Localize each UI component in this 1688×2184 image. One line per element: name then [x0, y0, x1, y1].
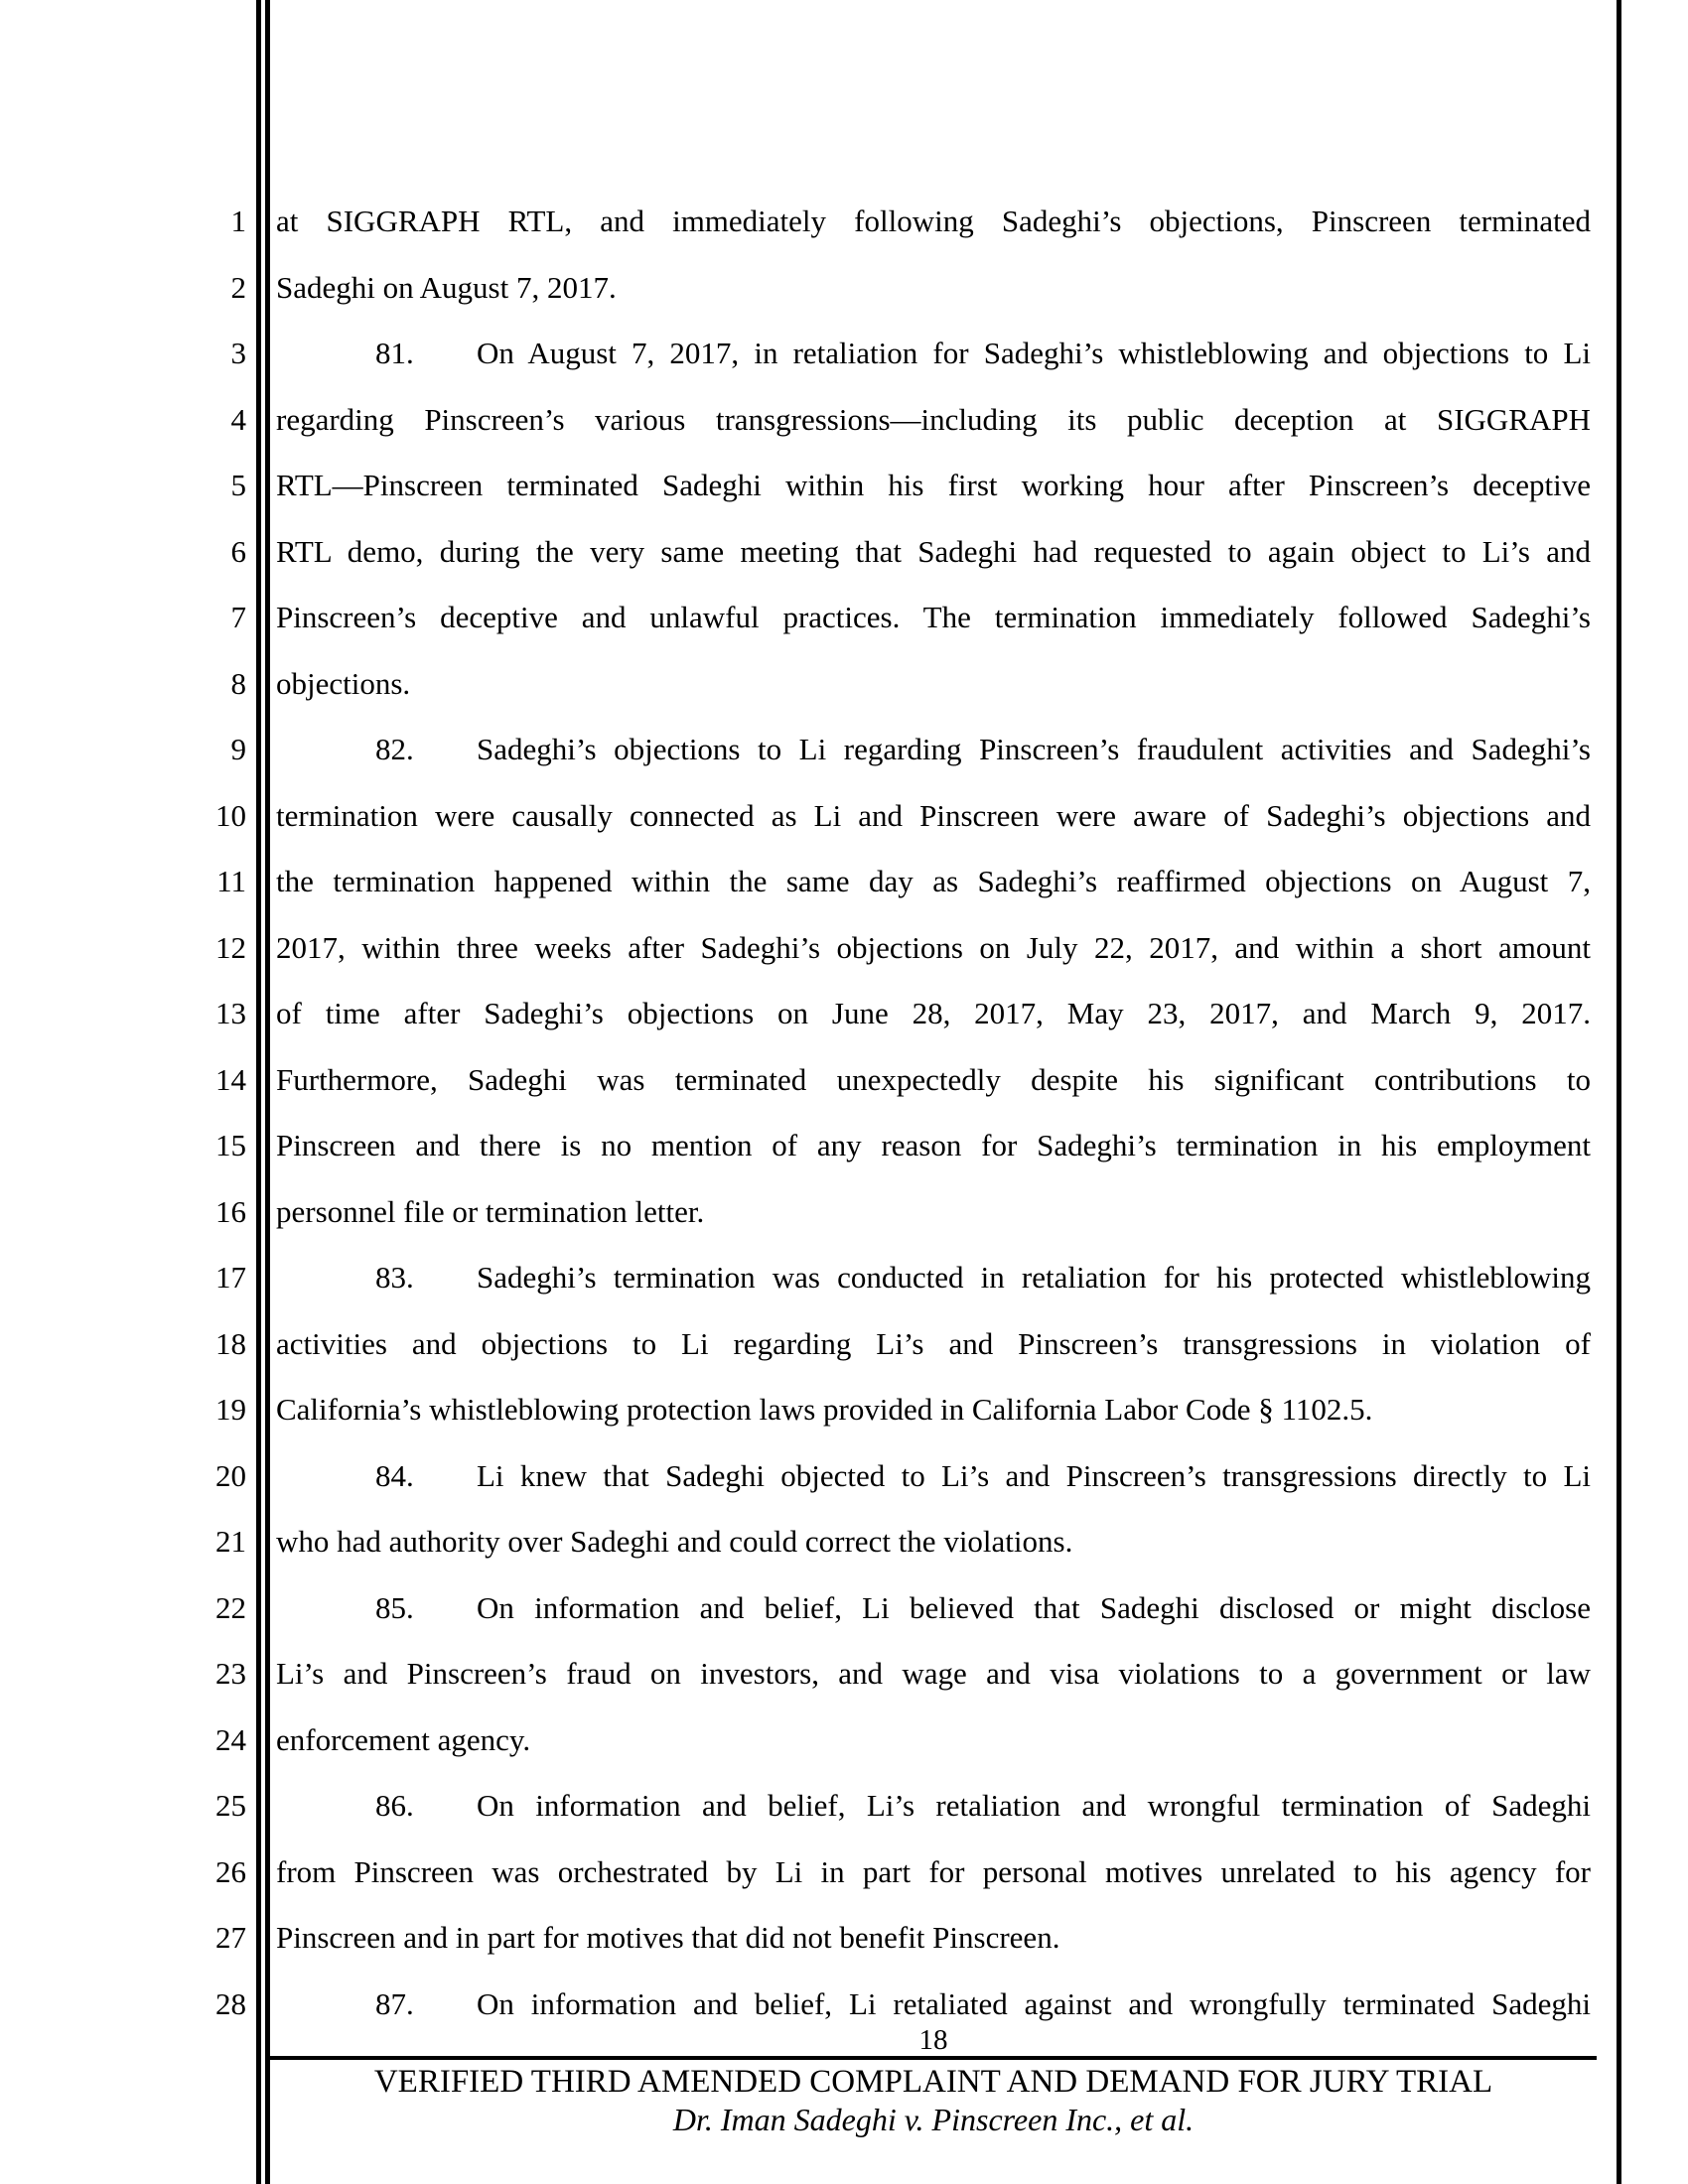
- footer-document-title: VERIFIED THIRD AMENDED COMPLAINT AND DEMAND FOR JURY TRIAL: [373, 2064, 1493, 2100]
- line-text: [276, 1773, 1591, 1840]
- line-row: [0, 915, 1688, 982]
- line-number: 18: [215, 1325, 246, 1361]
- line-row: [0, 1377, 1688, 1443]
- line-number: 3: [230, 336, 246, 370]
- line-text-content: Li knew that Sadeghi objected to Li’s and Pinscreen’s transgressions directly to Li: [477, 1457, 1591, 1493]
- line-text: [276, 1575, 1591, 1642]
- line-number: 15: [215, 1128, 246, 1162]
- line-row: [0, 255, 1688, 322]
- line-row: [0, 519, 1688, 586]
- line-text: [276, 981, 1591, 1047]
- line-text: [276, 255, 1591, 322]
- line-row: [0, 1575, 1688, 1642]
- line-number: 28: [215, 1985, 246, 2021]
- line-text-content: On information and belief, Li’s retaliation and wrongful termination of Sadeghi: [477, 1788, 1591, 1823]
- line-number: 6: [230, 533, 246, 569]
- line-text: [276, 1377, 1591, 1443]
- line-text-content: who had authority over Sadeghi and could correct the violations.: [276, 1524, 1073, 1559]
- line-row: [0, 1509, 1688, 1575]
- line-number: 25: [215, 1788, 246, 1823]
- paragraph-number: 87.: [375, 1985, 414, 2021]
- line-row: [0, 585, 1688, 651]
- line-text-content: enforcement agency.: [276, 1721, 531, 1757]
- line-row: [0, 1773, 1688, 1840]
- line-number: 13: [215, 996, 246, 1030]
- line-number: 23: [215, 1656, 246, 1691]
- line-row: [0, 321, 1688, 387]
- line-text-content: objections.: [276, 665, 411, 701]
- line-row: [0, 1047, 1688, 1114]
- line-row: [0, 717, 1688, 783]
- line-text: [276, 1179, 1591, 1246]
- line-number: 8: [230, 665, 246, 701]
- line-text-content: On information and belief, Li believed that Sadeghi disclosed or might disclose: [477, 1589, 1591, 1625]
- line-text: [276, 1047, 1591, 1114]
- line-number: 14: [215, 1061, 246, 1097]
- line-row: [0, 849, 1688, 915]
- line-text: [276, 1443, 1591, 1510]
- line-number: 7: [230, 600, 246, 634]
- line-text-content: California’s whistleblowing protection laws provided in California Labor Code § 1102.5.: [276, 1392, 1373, 1427]
- line-text-content: personnel file or termination letter.: [276, 1193, 705, 1229]
- footer-case-citation: Dr. Iman Sadeghi v. Pinscreen Inc., et al.: [672, 2102, 1195, 2137]
- paragraph-number: 81.: [375, 336, 414, 370]
- line-number: 24: [215, 1721, 246, 1757]
- line-text-content: regarding Pinscreen’s various transgressions—including its public deception at SIGGRAPH: [276, 401, 1591, 437]
- line-number: 2: [230, 269, 246, 305]
- line-text: [276, 849, 1591, 915]
- footer-rule: [270, 2056, 1597, 2060]
- line-row: [0, 453, 1688, 519]
- line-text-content: Furthermore, Sadeghi was terminated unexpectedly despite his significant contributions to: [276, 1061, 1591, 1097]
- line-text-content: Sadeghi’s objections to Li regarding Pinscreen’s fraudulent activities and Sadeghi’s: [477, 732, 1591, 766]
- line-row: [0, 981, 1688, 1047]
- line-row: [0, 1443, 1688, 1510]
- line-row: [0, 1641, 1688, 1707]
- line-text-content: Pinscreen and there is no mention of any reason for Sadeghi’s termination in his employment: [276, 1128, 1591, 1162]
- paragraph-number: 83.: [375, 1260, 414, 1295]
- line-text-content: at SIGGRAPH RTL, and immediately following Sadeghi’s objections, Pinscreen terminated: [276, 204, 1591, 238]
- line-number: 16: [215, 1193, 246, 1229]
- line-text-content: termination were causally connected as Li and Pinscreen were aware of Sadeghi’s objections and: [276, 797, 1591, 833]
- line-row: [0, 1113, 1688, 1179]
- line-text: [276, 1707, 1591, 1774]
- line-number: 1: [230, 204, 246, 238]
- line-text: [276, 1311, 1591, 1378]
- line-number: 19: [215, 1392, 246, 1427]
- line-text-content: Pinscreen and in part for motives that did not benefit Pinscreen.: [276, 1920, 1060, 1955]
- line-number: 11: [216, 864, 246, 898]
- line-text: [276, 1905, 1591, 1972]
- line-text: [276, 783, 1591, 850]
- body-lines: [0, 189, 1688, 2037]
- line-text-content: activities and objections to Li regarding Li’s and Pinscreen’s transgressions in violation of: [276, 1325, 1591, 1361]
- line-number: 20: [215, 1457, 246, 1493]
- line-number: 5: [230, 468, 246, 502]
- line-number: 22: [215, 1589, 246, 1625]
- line-text: [276, 915, 1591, 982]
- line-number: 17: [215, 1260, 246, 1295]
- line-text: [276, 1245, 1591, 1311]
- paragraph-number: 86.: [375, 1788, 414, 1823]
- line-text-content: Sadeghi on August 7, 2017.: [276, 269, 617, 305]
- line-text-content: the termination happened within the same day as Sadeghi’s reaffirmed objections on August 7,: [276, 864, 1591, 898]
- line-text-content: RTL—Pinscreen terminated Sadeghi within his first working hour after Pinscreen’s deceptive: [276, 468, 1591, 502]
- line-text-content: Li’s and Pinscreen’s fraud on investors, and wage and visa violations to a government or law: [276, 1656, 1591, 1691]
- line-number: 27: [215, 1920, 246, 1955]
- line-row: [0, 189, 1688, 255]
- line-number: 26: [215, 1853, 246, 1889]
- line-number: 9: [230, 732, 246, 766]
- footer-page-number: 18: [918, 2024, 948, 2056]
- line-text: [276, 585, 1591, 651]
- line-text-content: of time after Sadeghi’s objections on June 28, 2017, May 23, 2017, and March 9, 2017.: [276, 996, 1591, 1030]
- line-text: [276, 717, 1591, 783]
- line-text: [276, 1509, 1591, 1575]
- paragraph-number: 84.: [375, 1457, 414, 1493]
- line-number: 21: [215, 1524, 246, 1559]
- line-text-content: RTL demo, during the very same meeting that Sadeghi had requested to again object to Li’s and: [276, 533, 1591, 569]
- line-text: [276, 1641, 1591, 1707]
- line-row: [0, 1179, 1688, 1246]
- line-text: [276, 387, 1591, 454]
- line-row: [0, 1245, 1688, 1311]
- line-text-content: Pinscreen’s deceptive and unlawful practices. The termination immediately followed Sadeghi’s: [276, 600, 1591, 634]
- line-text: [276, 1113, 1591, 1179]
- line-row: [0, 387, 1688, 454]
- line-text: [276, 651, 1591, 718]
- line-text: [276, 189, 1591, 255]
- line-text: [276, 519, 1591, 586]
- line-text: [276, 1840, 1591, 1906]
- line-row: [0, 1707, 1688, 1774]
- line-text-content: 2017, within three weeks after Sadeghi’s objections on July 22, 2017, and within a short amount: [276, 929, 1591, 965]
- line-row: [0, 1905, 1688, 1972]
- line-text-content: On information and belief, Li retaliated against and wrongfully terminated Sadeghi: [477, 1985, 1591, 2021]
- line-text-content: Sadeghi’s termination was conducted in retaliation for his protected whistleblowing: [477, 1260, 1591, 1295]
- line-row: [0, 1840, 1688, 1906]
- paragraph-number: 85.: [375, 1589, 414, 1625]
- line-row: [0, 651, 1688, 718]
- line-text-content: from Pinscreen was orchestrated by Li in part for personal motives unrelated to his agency for: [276, 1853, 1591, 1889]
- line-number: 12: [215, 929, 246, 965]
- line-number: 4: [230, 401, 246, 437]
- line-text: [276, 321, 1591, 387]
- line-text: [276, 453, 1591, 519]
- line-row: [0, 783, 1688, 850]
- line-text-content: On August 7, 2017, in retaliation for Sadeghi’s whistleblowing and objections to Li: [477, 336, 1591, 370]
- line-row: [0, 1311, 1688, 1378]
- paragraph-number: 82.: [375, 732, 414, 766]
- line-number: 10: [215, 797, 246, 833]
